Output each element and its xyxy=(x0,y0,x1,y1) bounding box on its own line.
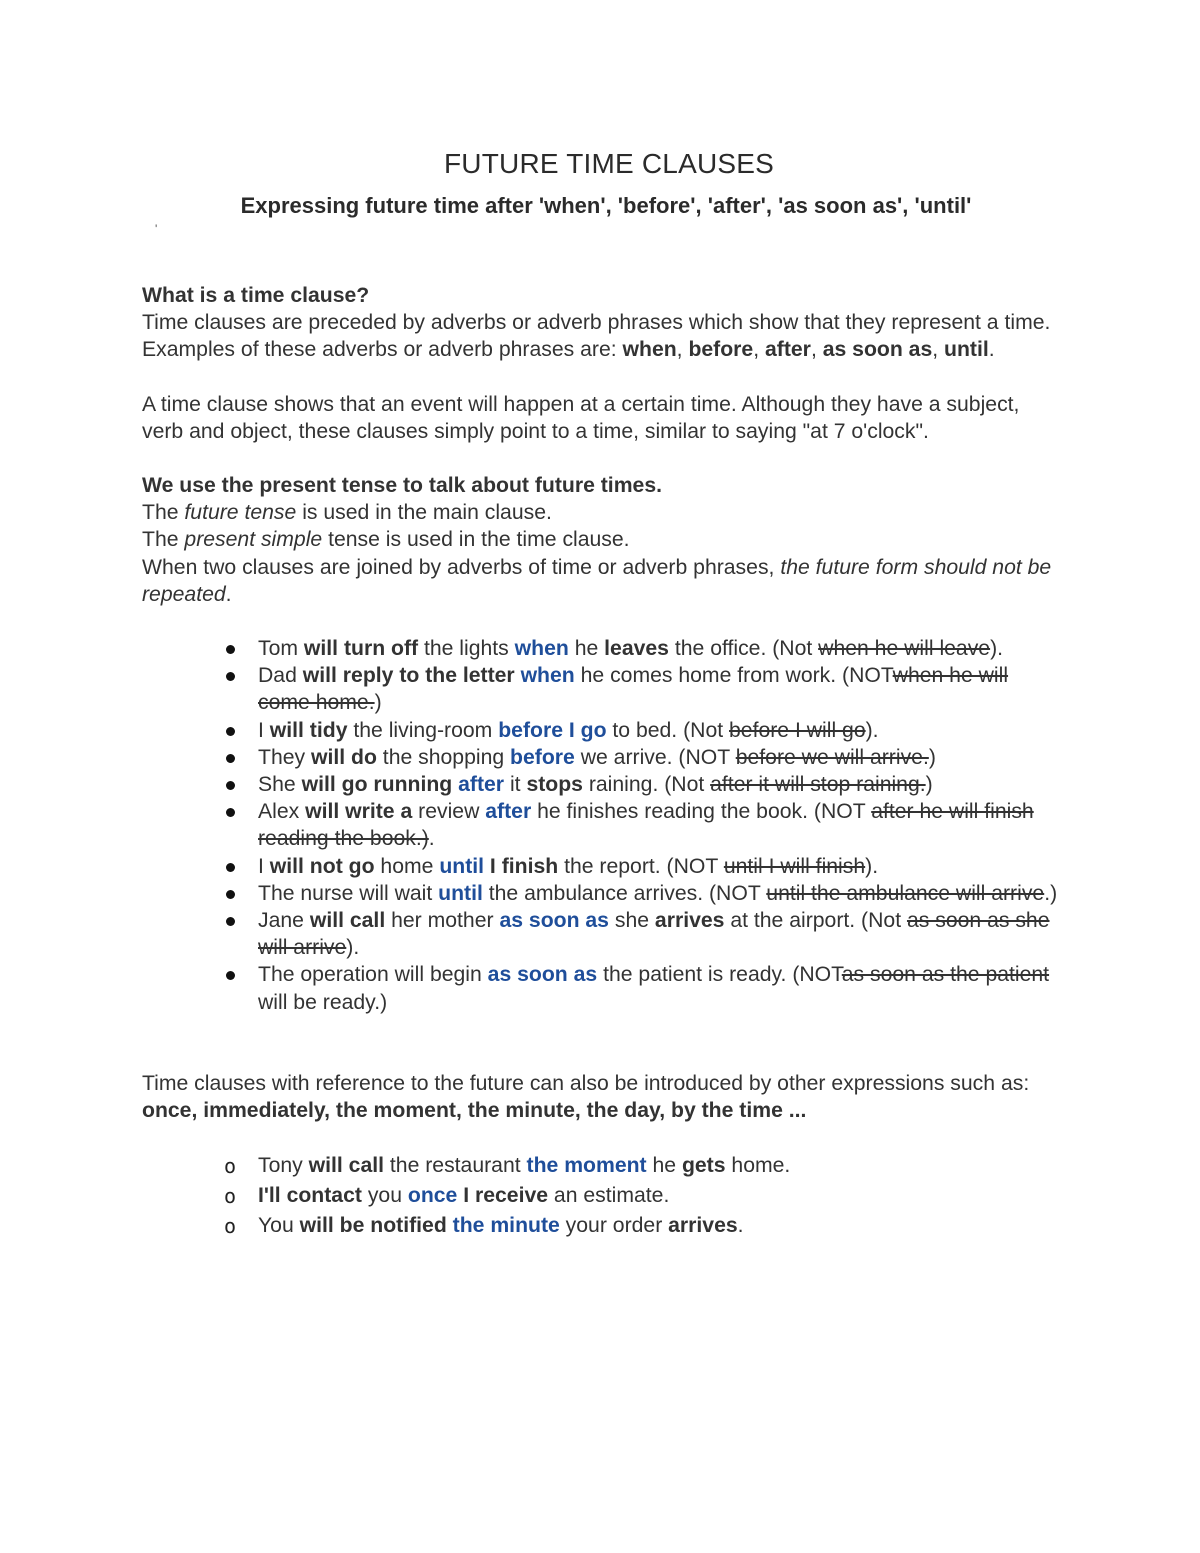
list-item: The nurse will wait until the ambulance arrives. (NOT until the ambulance will arrive.) xyxy=(142,880,1062,907)
list-item: The operation will begin as soon as the patient is ready. (NOTas soon as the patient will be ready.) xyxy=(142,961,1062,1015)
list-item: Tom will turn off the lights when he leaves the office. (Not when he will leave). xyxy=(142,635,1062,662)
list-item: I will tidy the living-room before I go to bed. (Not before I will go). xyxy=(142,717,1062,744)
examples-list xyxy=(142,635,1062,1016)
page-title: FUTURE TIME CLAUSES xyxy=(444,148,774,179)
document-body xyxy=(142,282,1062,1241)
list-item: She will go running after it stops raining. (Not after it will stop raining.) xyxy=(142,771,1062,798)
list-item: Jane will call her mother as soon as she arrives at the airport. (Not as soon as she will arrive). xyxy=(142,907,1062,961)
list-item: o Tony will call the restaurant the moment he gets home. xyxy=(142,1151,1062,1181)
list-item: Dad will reply to the letter when he comes home from work. (NOTwhen he will come home.) xyxy=(142,662,1062,716)
paragraph: When two clauses are joined by adverbs of time or adverb phrases, the future form should not be repeated. xyxy=(142,555,1052,606)
examples-list-2 xyxy=(142,1151,1062,1241)
paragraph: Time clauses with reference to the future can also be introduced by other expressions such as: xyxy=(142,1071,1030,1095)
paragraph: The future tense is used in the main clause. xyxy=(142,501,552,525)
section-heading: We use the present tense to talk about future times. xyxy=(142,474,662,498)
list-item: Alex will write a review after he finishes reading the book. (NOT after he will finish reading the book.). xyxy=(142,798,1062,852)
paragraph: A time clause shows that an event will happen at a certain time. Although they have a subject, verb and object, these clauses simply point to a time, similar to saying "at 7 o'clock". xyxy=(142,392,1020,443)
paragraph: Time clauses are preceded by adverbs or adverb phrases which show that they represent a time. xyxy=(142,311,1051,335)
page-subtitle: Expressing future time after 'when', 'before', 'after', 'as soon as', 'until' xyxy=(240,193,972,218)
list-item: They will do the shopping before we arrive. (NOT before we will arrive.) xyxy=(142,744,1062,771)
section-heading: What is a time clause? xyxy=(142,284,370,307)
expressions-list: once, immediately, the moment, the minute, the day, by the time ... xyxy=(142,1099,807,1123)
list-item: o You will be notified the minute your order arrives. xyxy=(142,1211,1062,1241)
stray-mark: ' xyxy=(155,222,158,236)
paragraph: The present simple tense is used in the time clause. xyxy=(142,528,630,552)
list-item: o I'll contact you once I receive an estimate. xyxy=(142,1181,1062,1211)
list-item: I will not go home until I finish the report. (NOT until I will finish). xyxy=(142,853,1062,880)
paragraph: Examples of these adverbs or adverb phrases are: when, before, after, as soon as, until. xyxy=(142,338,995,362)
